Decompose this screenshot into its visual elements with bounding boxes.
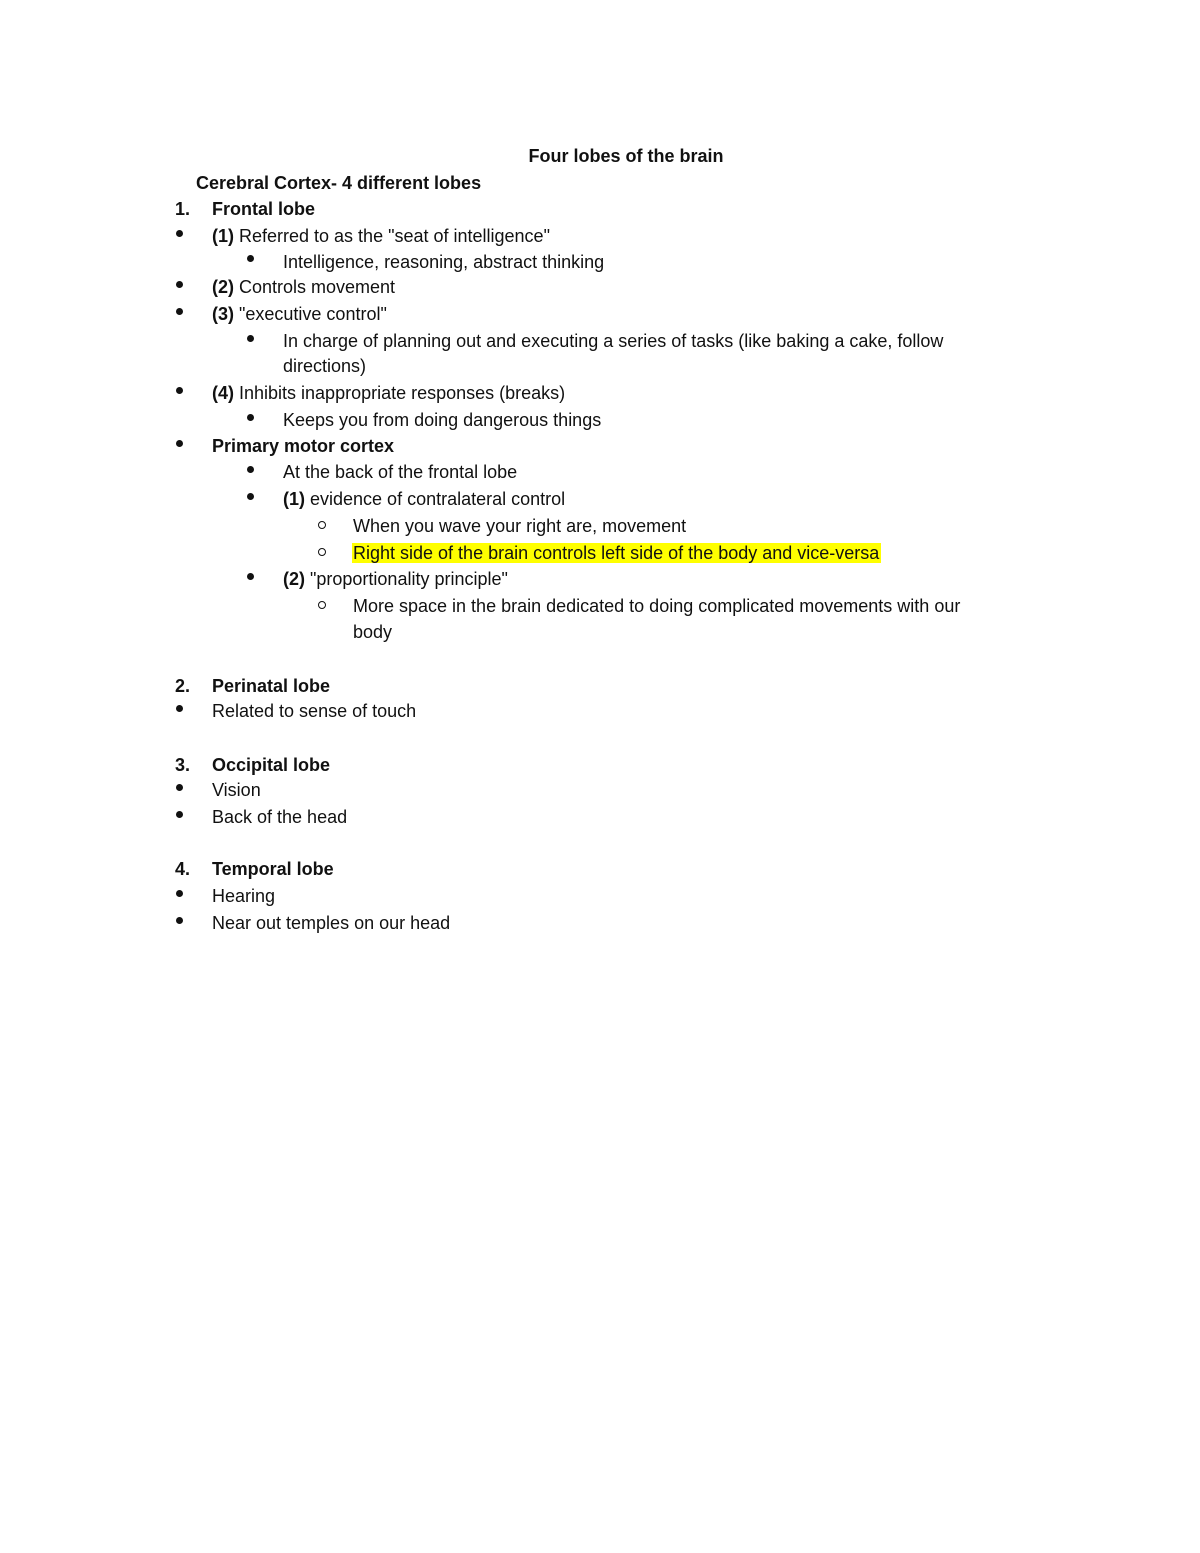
item-text: "executive control" (234, 304, 387, 324)
bullet-icon (247, 414, 254, 421)
item-text: evidence of contralateral control (305, 489, 566, 509)
list-item (283, 487, 565, 511)
list-item-continued: body (353, 622, 393, 642)
item-marker: (1) (212, 226, 234, 246)
list-item-continued: directions) (283, 356, 367, 376)
list-item (212, 224, 550, 248)
bullet-icon (247, 335, 254, 342)
list-item: In charge of planning out and executing a series of tasks (like baking a cake, follow (283, 331, 944, 351)
highlighted-text: Right side of the brain controls left side of the body and vice-versa (353, 543, 880, 563)
item-text: Referred to as the "seat of intelligence" (234, 226, 550, 246)
section-number: 4. (175, 859, 191, 879)
circle-bullet-icon (318, 521, 326, 529)
list-item: Vision (212, 780, 261, 800)
item-text: Controls movement (234, 277, 396, 297)
list-item (283, 567, 508, 591)
bullet-icon (176, 230, 183, 237)
list-item: Back of the head (212, 807, 348, 827)
list-item: More space in the brain dedicated to doing complicated movements with our (353, 596, 961, 616)
section-heading: Temporal lobe (212, 859, 334, 879)
section-number: 1. (175, 199, 191, 219)
bullet-icon (176, 705, 183, 712)
document-subtitle: Cerebral Cortex- 4 different lobes (196, 173, 482, 193)
circle-bullet-icon (318, 601, 326, 609)
bullet-icon (247, 573, 254, 580)
list-item (212, 381, 565, 405)
list-item-heading: Primary motor cortex (212, 436, 395, 456)
bullet-icon (176, 811, 183, 818)
list-item: Keeps you from doing dangerous things (283, 410, 602, 430)
bullet-icon (176, 281, 183, 288)
circle-bullet-icon (318, 548, 326, 556)
list-item (212, 275, 395, 299)
bullet-icon (176, 387, 183, 394)
item-marker: (2) (283, 569, 305, 589)
bullet-icon (176, 890, 183, 897)
list-item: Hearing (212, 886, 276, 906)
list-item: When you wave your right are, movement (353, 516, 687, 536)
document-title: Four lobes of the brain (528, 146, 724, 166)
list-item-highlighted (352, 541, 881, 565)
item-marker: (3) (212, 304, 234, 324)
item-marker: (4) (212, 383, 234, 403)
item-marker: (2) (212, 277, 234, 297)
section-heading: Frontal lobe (212, 199, 315, 219)
section-number: 2. (175, 676, 191, 696)
list-item (212, 302, 387, 326)
section-heading: Perinatal lobe (212, 676, 331, 696)
bullet-icon (247, 493, 254, 500)
list-item: Related to sense of touch (212, 701, 417, 721)
bullet-icon (176, 308, 183, 315)
section-number: 3. (175, 755, 191, 775)
item-text: "proportionality principle" (305, 569, 508, 589)
bullet-icon (176, 440, 183, 447)
bullet-icon (176, 917, 183, 924)
bullet-icon (247, 255, 254, 262)
item-marker: (1) (283, 489, 305, 509)
section-heading: Occipital lobe (212, 755, 331, 775)
list-item: At the back of the frontal lobe (283, 462, 518, 482)
item-text: Inhibits inappropriate responses (breaks) (234, 383, 566, 403)
list-item: Near out temples on our head (212, 913, 451, 933)
bullet-icon (247, 466, 254, 473)
list-item: Intelligence, reasoning, abstract thinking (283, 252, 605, 272)
bullet-icon (176, 784, 183, 791)
